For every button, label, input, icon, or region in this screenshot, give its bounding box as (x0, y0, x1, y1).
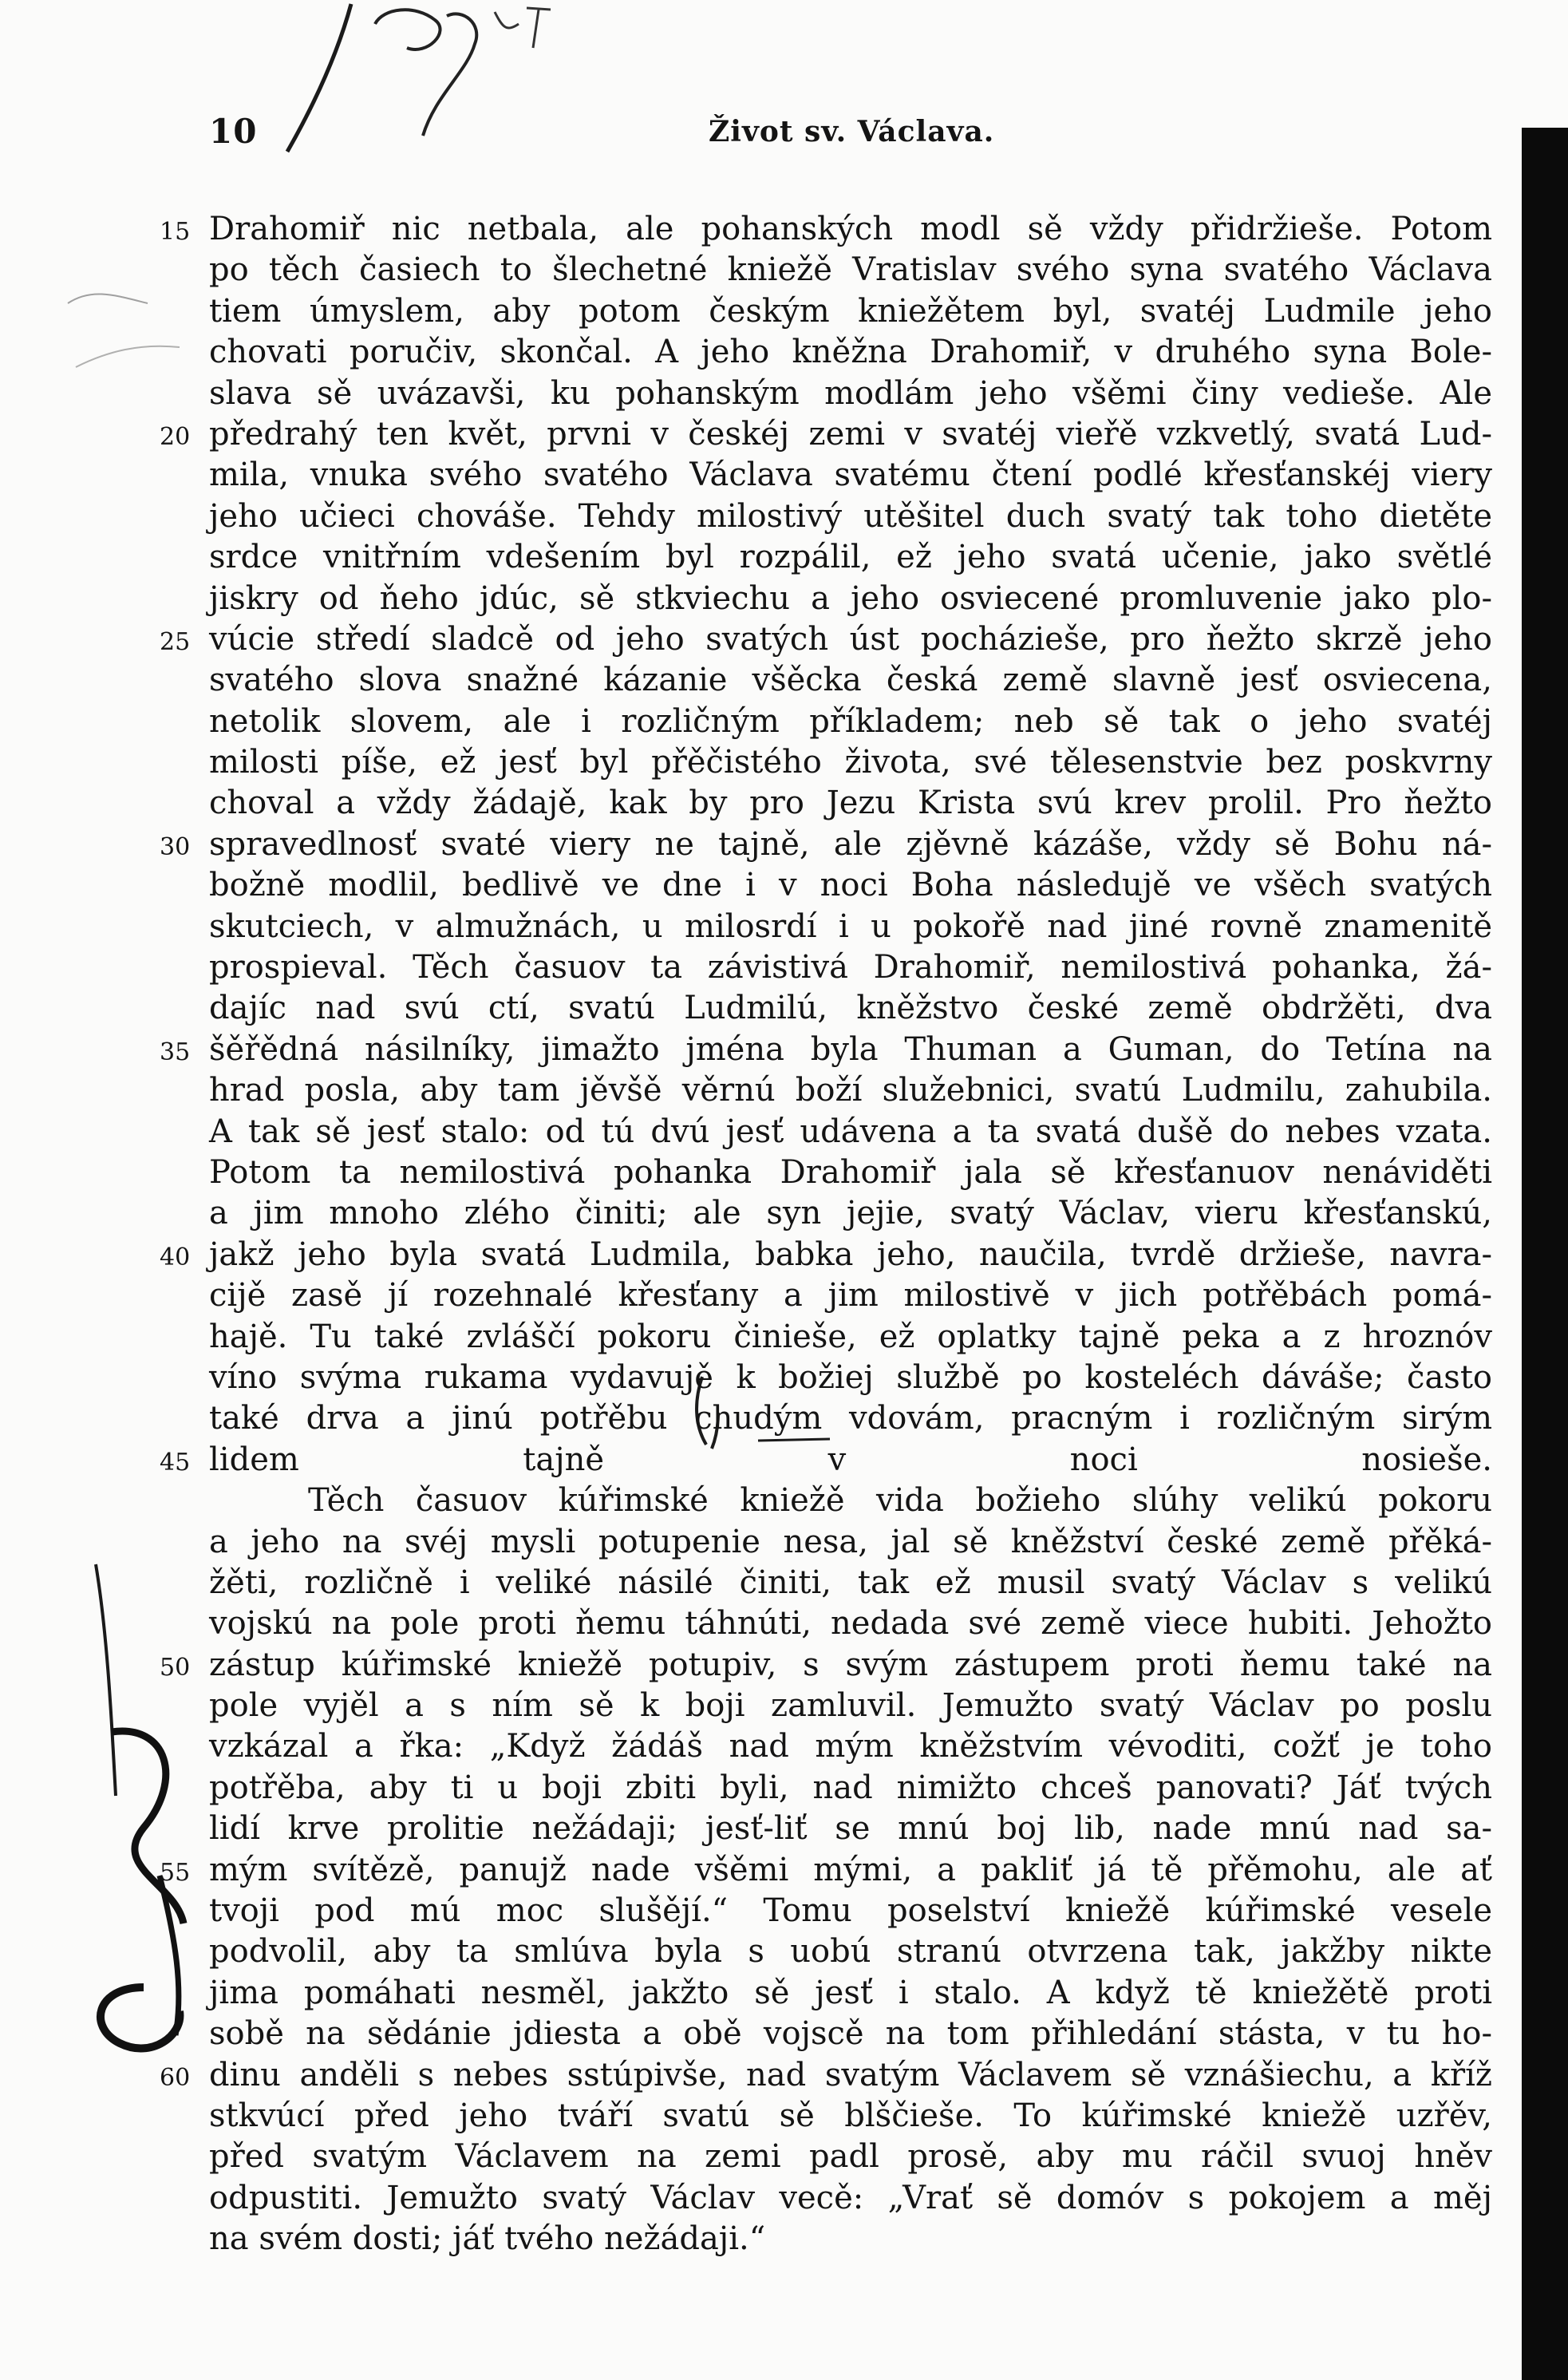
line-text: netolik slovem, ale i rozličným příkladem; neb sě tak o jeho svatéj (209, 702, 1492, 740)
text-line (160, 1645, 1492, 1686)
text-line (209, 1522, 1492, 1563)
line-text: tiem úmyslem, aby potom českým kniežětem byl, svatéj Ludmile jeho (209, 292, 1492, 330)
line-text: žěti, rozličně i veliké násilé činiti, tak ež musil svatý Václav s velikú (209, 1564, 1492, 1601)
text-line (209, 332, 1492, 373)
line-text: spravedlnosť svaté viery ne tajně, ale zjěvně kázáše, vždy sě Bohu ná- (209, 825, 1492, 863)
line-number: 20 (160, 422, 191, 451)
text-line (209, 865, 1492, 906)
line-text: na svém dosti; jáť tvého nežádaji.“ (209, 2220, 766, 2258)
line-text: A tak sě jesť stalo: od tú dvú jesť udávena a ta svatá dušě do nebes vzata. (209, 1113, 1492, 1150)
text-line (209, 250, 1492, 291)
line-text: pole vyjěl a s ním sě k boji zamluvil. Jemužto svatý Václav po poslu (209, 1687, 1492, 1725)
line-text: jiskry od ňeho jdúc, sě stkviechu a jeho osviecené promluvenie jako plo- (209, 579, 1492, 617)
text-line (209, 1686, 1492, 1726)
line-text: slava sě uvázavši, ku pohanským modlám jeho všěmi činy vedieše. Ale (209, 374, 1492, 412)
running-title: Život sv. Václava. (709, 115, 995, 148)
line-text: šěřědná násilníky, jimažto jména byla Thuman a Guman, do Tetína na (209, 1030, 1492, 1068)
text-line (160, 619, 1492, 660)
line-text: jakž jeho byla svatá Ludmila, babka jeho, naučila, tvrdě držieše, navra- (209, 1235, 1492, 1273)
line-text: cijě zasě jí rozehnalé křesťany a jim milostivě v jich potřěbách pomá- (209, 1277, 1492, 1315)
body-text (160, 209, 1492, 2260)
text-line (209, 2137, 1492, 2177)
text-line (209, 1112, 1492, 1152)
text-line (209, 1152, 1492, 1193)
line-text: tvoji pod mú moc slušějí.“ Tomu poselství kniežě kúřimské vesele (209, 1892, 1492, 1930)
text-line (209, 291, 1492, 332)
text-line (160, 209, 1492, 250)
text-line (209, 455, 1492, 496)
scan-border (1522, 128, 1568, 2380)
line-text: srdce vnitřním vdešením byl rozpálil, ež jeho svatá učenie, jako světlé (209, 539, 1492, 576)
text-line (160, 1235, 1492, 1275)
text-line (209, 1275, 1492, 1316)
line-text: vojskú na pole proti ňemu táhnúti, nedada své země viece hubiti. Jehožto (209, 1605, 1492, 1643)
line-text: a jim mnoho zlého činiti; ale syn jejie, svatý Václav, vieru křesťanskú, (209, 1195, 1492, 1232)
text-line (209, 537, 1492, 578)
line-text: chovati poručiv, skončal. A jeho kněžna Drahomiř, v druhého syna Bole- (209, 334, 1492, 371)
line-text: víno svýma rukama vydavujě k božiej službě po kosteléch dáváše; často (209, 1358, 1492, 1396)
text-line (209, 702, 1492, 742)
line-number: 30 (160, 832, 191, 861)
text-line (209, 1809, 1492, 1849)
line-text: choval a vždy žádajě, kak by pro Jezu Krista svú krev prolil. Pro ňežto (209, 785, 1492, 822)
line-text: svatého slova snažné kázanie všěcka česká země slavně jesť osviecena, (209, 662, 1492, 699)
text-line (209, 2096, 1492, 2137)
running-head (0, 112, 1568, 160)
line-text: zástup kúřimské kniežě potupiv, s svým zástupem proti ňemu také na (209, 1646, 1492, 1683)
line-number: 40 (160, 1243, 191, 1271)
text-line (160, 1440, 1492, 1481)
text-line (209, 1603, 1492, 1644)
line-text: před svatým Václavem na zemi padl prosě, aby mu ráčil svuoj hněv (209, 2138, 1492, 2176)
line-text: Drahomiř nic netbala, ale pohanských modl sě vždy přidržieše. Potom (209, 211, 1492, 247)
text-line (209, 1726, 1492, 1767)
text-line (209, 374, 1492, 414)
text-line (209, 579, 1492, 619)
line-text: skutciech, v almužnách, u milosrdí i u pokořě nad jiné rovně znamenitě (209, 907, 1492, 945)
line-text: lidí krve prolitie nežádaji; jesť-liť se mnú boj lib, nade mnú nad sa- (209, 1810, 1492, 1848)
line-text: odpustiti. Jemužto svatý Václav vecě: „Vrať sě domóv s pokojem a měj (209, 2179, 1492, 2216)
line-text: také drva a jinú potřěbu chudým vdovám, pracným i rozličným sirým (209, 1400, 1492, 1437)
text-line (209, 1070, 1492, 1111)
line-text: po těch časiech to šlechetné kniežě Vratislav svého syna svatého Václava (209, 251, 1492, 289)
line-number: 50 (160, 1653, 191, 1682)
line-text: prospieval. Těch časuov ta závistivá Drahomiř, nemilostivá pohanka, žá- (209, 949, 1492, 986)
text-line (209, 1317, 1492, 1358)
line-text: jeho učieci chováše. Tehdy milostivý utěšitel duch svatý tak toho dietěte (209, 497, 1492, 535)
text-line (209, 1193, 1492, 1234)
line-text: hajě. Tu také zvláščí pokoru činieše, ež oplatky tajně peka a z hroznóv (209, 1318, 1492, 1355)
text-line (209, 2014, 1492, 2054)
line-number: 35 (160, 1038, 191, 1066)
text-line (209, 1891, 1492, 1931)
text-line (209, 988, 1492, 1029)
text-line (209, 1973, 1492, 2014)
text-line (209, 1768, 1492, 1809)
line-number: 15 (160, 218, 191, 246)
line-text: milosti píše, ež jesť byl přěčistého života, své tělesenstvie bez poskvrny (209, 744, 1492, 781)
text-line (209, 496, 1492, 537)
line-text: mila, vnuka svého svatého Václava svatému čtení podlé křesťanskéj viery (209, 457, 1492, 494)
line-text: potřěba, aby ti u boji zbiti byli, nad nimižto chceš panovati? Jáť tvých (209, 1769, 1492, 1806)
line-number: 55 (160, 1858, 191, 1887)
text-line (209, 660, 1492, 701)
text-line (209, 2178, 1492, 2219)
text-line (160, 824, 1492, 865)
line-text: sobě na sědánie jdiesta a obě vojscě na tom přihledání stásta, v tu ho- (209, 2015, 1492, 2053)
text-line (209, 783, 1492, 824)
page-number: 10 (209, 112, 258, 151)
line-text: vúcie středí sladcě od jeho svatých úst pocházieše, pro ňežto skrzě jeho (209, 620, 1492, 658)
line-text: předrahý ten květ, prvni v českéj zemi v svatéj vieřě vzkvetlý, svatá Lud- (209, 415, 1492, 453)
handwritten-mark-left-margin (44, 271, 203, 431)
line-text: dajíc nad svú ctí, svatú Ludmilú, kněžstvo české země obdržěti, dva (209, 990, 1492, 1027)
line-text: Těch časuov kúřimské kniežě vida božieho slúhy velikú pokoru (308, 1482, 1492, 1520)
line-text: hrad posla, aby tam jěvšě věrnú boží služebnici, svatú Ludmilu, zahubila. (209, 1072, 1492, 1109)
text-line (160, 2055, 1492, 2096)
line-text: božně modlil, bedlivě ve dne i v noci Boha následujě ve všěch svatých (209, 867, 1492, 904)
text-line (209, 947, 1492, 988)
text-line (209, 1398, 1492, 1439)
line-text: Potom ta nemilostivá pohanka Drahomiř jala sě křesťanuov nenáviděti (209, 1153, 1492, 1191)
text-line (160, 414, 1492, 455)
text-line (209, 2219, 1492, 2259)
text-line (160, 1030, 1492, 1070)
line-number: 60 (160, 2063, 191, 2092)
line-text: dinu anděli s nebes sstúpivše, nad svatým Václavem sě vznášiechu, a kříž (209, 2056, 1492, 2093)
text-line (209, 1563, 1492, 1603)
line-text: stkvúcí před jeho tváří svatú sě blščieše. To kúřimské kniežě uzřěv, (209, 2097, 1492, 2134)
text-line (209, 742, 1492, 783)
line-text: a jeho na svéj mysli potupenie nesa, jal sě kněžství české země přěká- (209, 1523, 1492, 1560)
line-text: vzkázal a řka: „Když žádáš nad mým kněžstvím vévoditi, cožť je toho (209, 1728, 1492, 1765)
text-line (209, 1358, 1492, 1398)
text-line (209, 1931, 1492, 1972)
line-number: 45 (160, 1448, 191, 1477)
line-text: lidem tajně v noci nosieše. (209, 1441, 1492, 1478)
text-line (209, 907, 1492, 947)
line-number: 25 (160, 627, 191, 656)
line-text: mým svítězě, panujž nade všěmi mými, a pakliť já tě přěmohu, ale ať (209, 1851, 1492, 1888)
handwritten-margin-scrawl (64, 1540, 223, 2147)
line-text: podvolil, aby ta smlúva byla s uobú stranú otvrzena tak, jakžby nikte (209, 1933, 1492, 1971)
line-text: jima pomáhati nesměl, jakžto sě jesť i stalo. A když tě kniežětě proti (209, 1974, 1492, 2011)
text-line (209, 1481, 1492, 1521)
text-line (160, 1850, 1492, 1891)
